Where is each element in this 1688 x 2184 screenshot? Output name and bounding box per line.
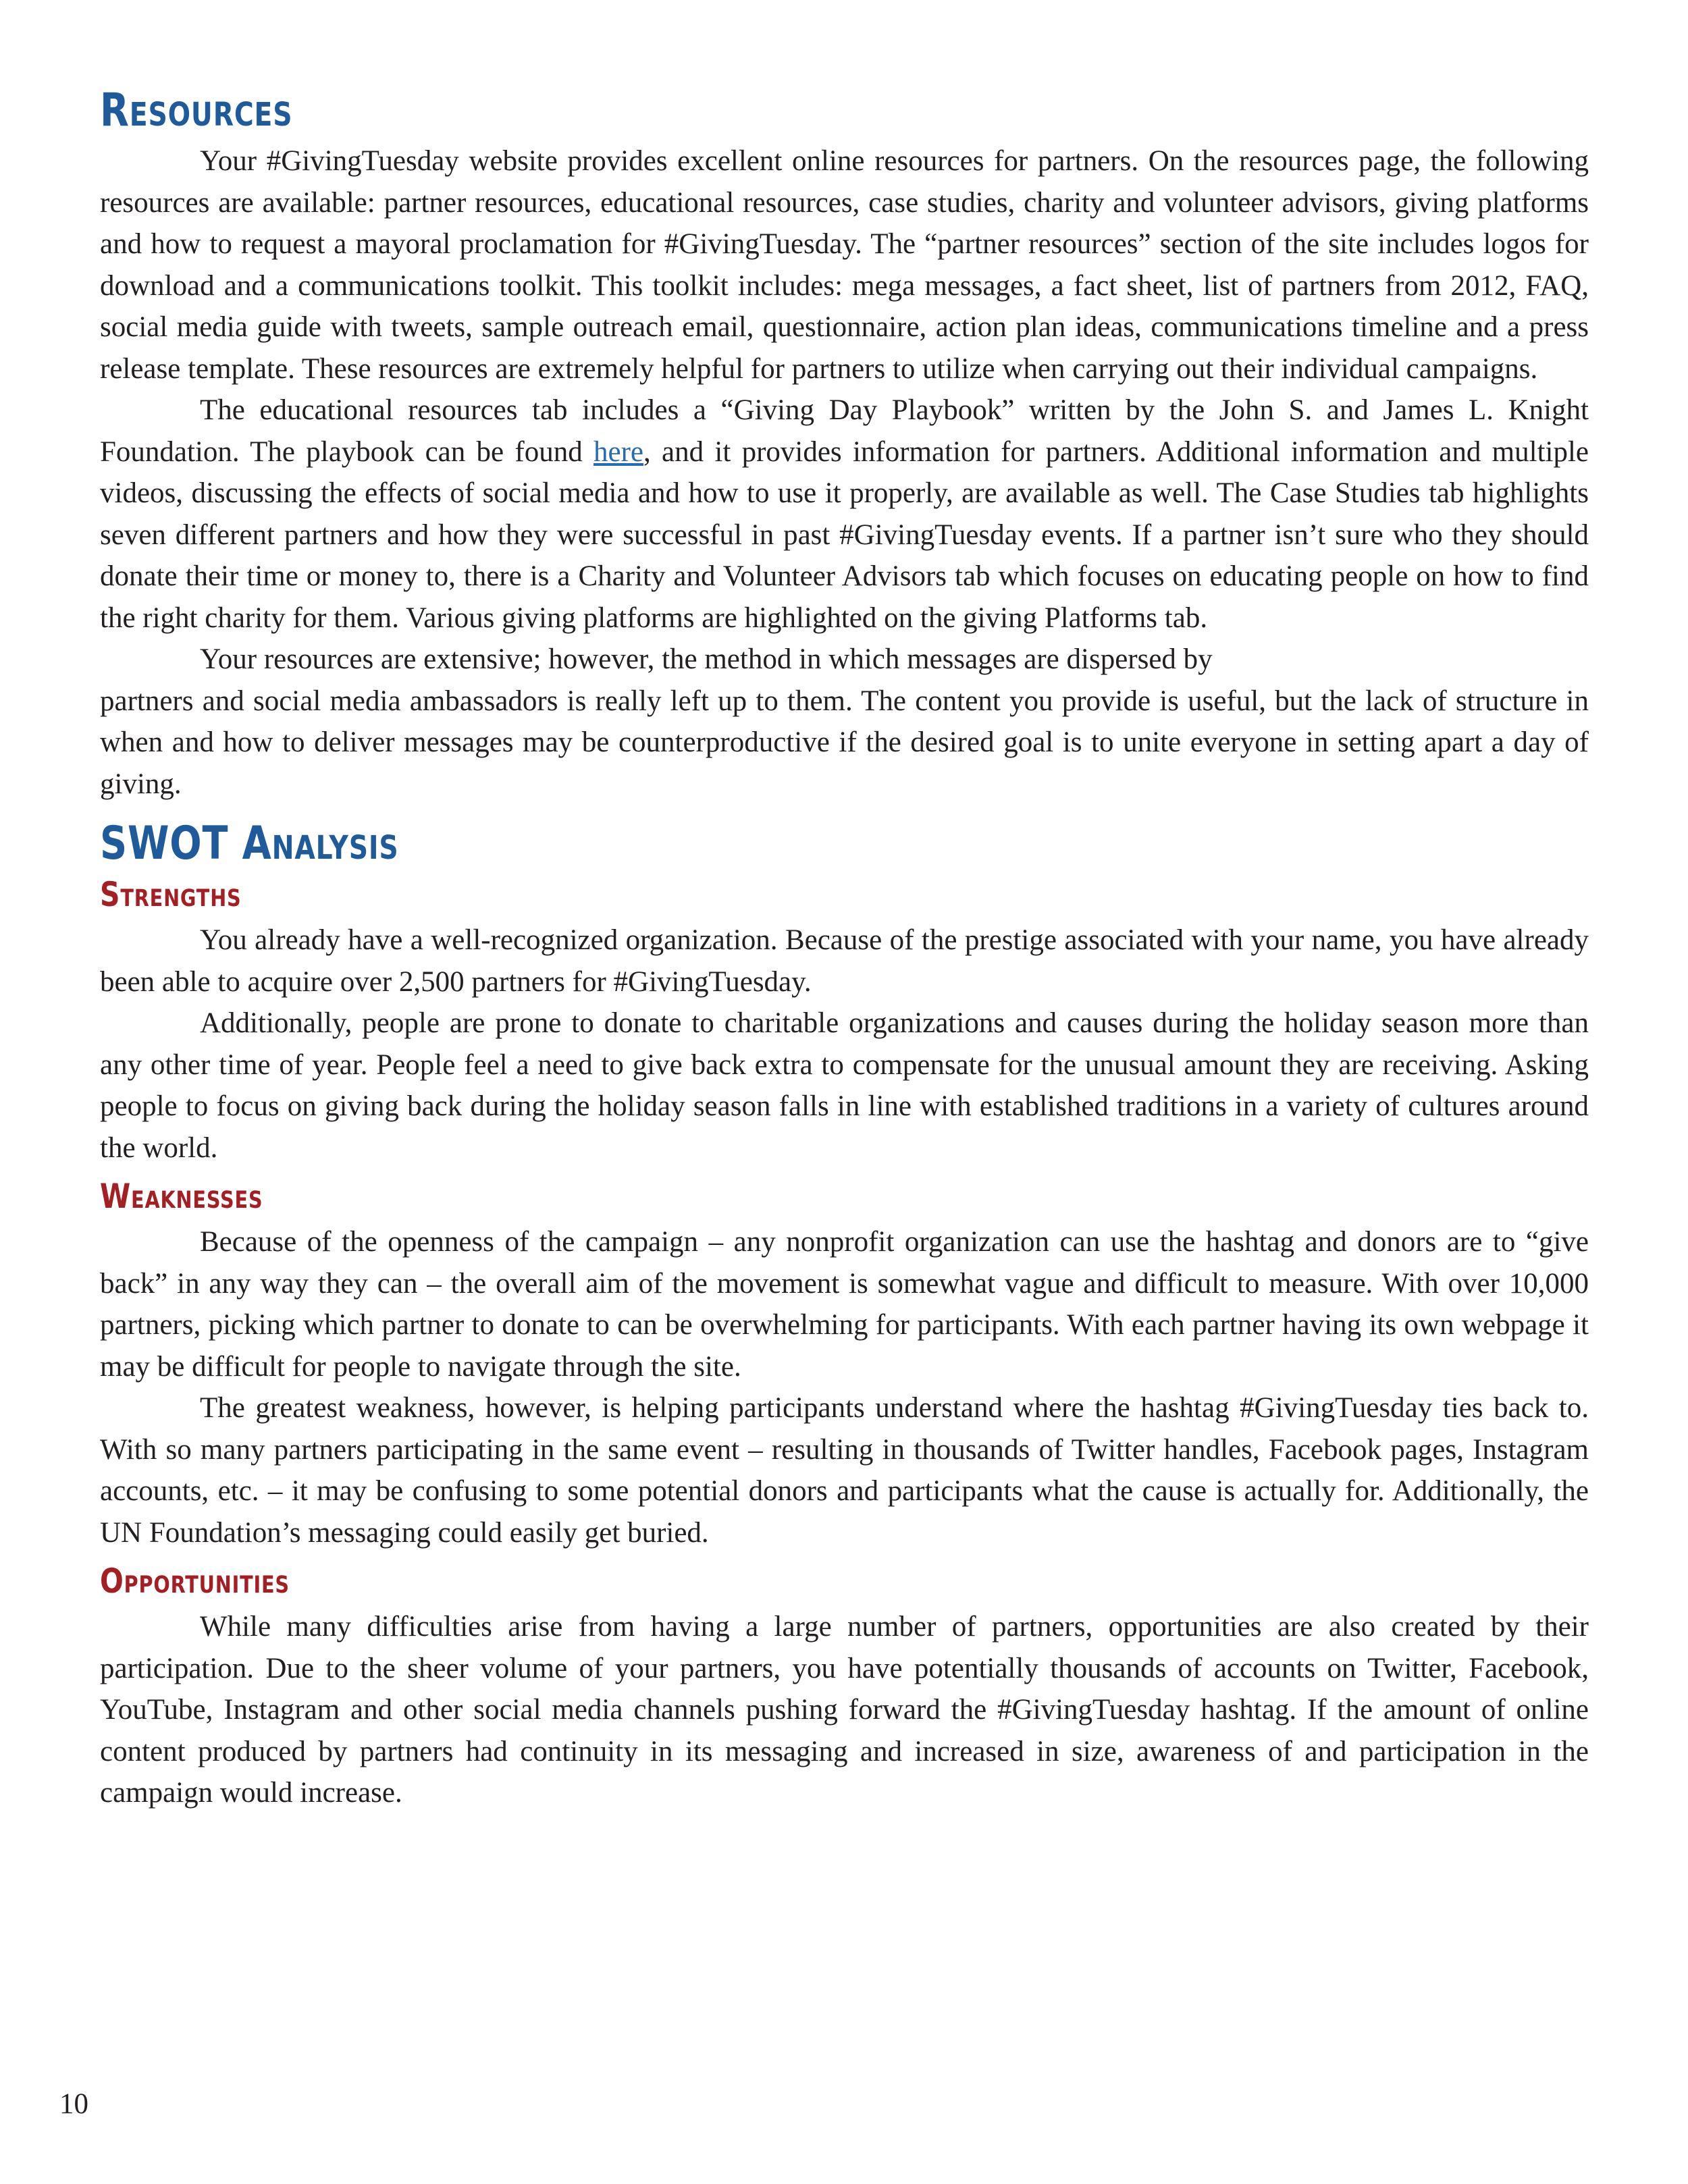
resources-paragraph-3-rest: partners and social media ambassadors is really left up to them. The content you provide is useful, but the lack of structure in when and how to deliver messages may be counterproductive if the desired goal is to unite everyone in setting apart a day of giving. <box>100 685 1589 800</box>
resources-paragraph-2-start: The educational resources tab includes a “Giving Day Playbook” written by the John S. and James L. Knight Foundation. The playbook can be found <box>100 394 1589 468</box>
weaknesses-heading: Weaknesses <box>100 1177 263 1216</box>
resources-paragraph-2 <box>100 390 1589 639</box>
swot-analysis-heading: SWOT Analysis <box>100 817 399 870</box>
page-number: 10 <box>59 2088 88 2120</box>
opportunities-heading: Opportunities <box>100 1562 290 1601</box>
strengths-paragraph-1: You already have a well-recognized organization. Because of the prestige associated with your name, you have already been able to acquire over 2,500 partners for #GivingTuesday. <box>100 924 1589 998</box>
strengths-heading: Strengths <box>100 875 242 914</box>
resources-paragraph-2-end: , and it provides information for partners. Additional information and multiple videos, discussing the effects of social media and how to use it properly, are available as well. The Case Studies tab highlights seven different partners and how they were successful in past #GivingTuesday events. If a partner isn’t sure who they should donate their time or money to, there is a Charity and Volunteer Advisors tab which focuses on educating people on how to find the right charity for them. Various giving platforms are highlighted on the giving Platforms tab. <box>100 435 1589 634</box>
weaknesses-paragraph-2: The greatest weakness, however, is helping participants understand where the hashtag #GivingTuesday ties back to. With so many partners participating in the same event – resulting in thousands of Twitter handles, Facebook pages, Instagram accounts, etc. – it may be confusing to some potential donors and participants what the cause is actually for. Additionally, the UN Foundation’s messaging could easily get buried. <box>100 1392 1589 1549</box>
resources-paragraph-3-line-1: Your resources are extensive; however, the method in which messages are dispersed by <box>200 643 1213 675</box>
strengths-paragraph-2: Additionally, people are prone to donate to charitable organizations and causes during the holiday season more than any other time of year. People feel a need to give back extra to compensate for the unusual amount they are receiving. Asking people to focus on giving back during the holiday season falls in line with established traditions in a variety of cultures around the world. <box>100 1007 1589 1164</box>
resources-paragraph-1: Your #GivingTuesday website provides excellent online resources for partners. On the resources page, the following resources are available: partner resources, educational resources, case studies, charity and volunteer advisors, giving platforms and how to request a mayoral proclamation for #GivingTuesday. The “partner resources” section of the site includes logos for download and a communications toolkit. This toolkit includes: mega messages, a fact sheet, list of partners from 2012, FAQ, social media guide with tweets, sample outreach email, questionnaire, action plan ideas, communications timeline and a press release template. These resources are extremely helpful for partners to utilize when carrying out their individual campaigns. <box>100 145 1589 385</box>
resources-heading: Resources <box>100 84 293 137</box>
playbook-here-link[interactable]: here <box>594 435 644 468</box>
weaknesses-paragraph-1: Because of the openness of the campaign – any nonprofit organization can use the hashtag and donors are to “give back” in any way they can – the overall aim of the movement is somewhat vague and difficult to measure. With over 10,000 partners, picking which partner to donate to can be overwhelming for participants. With each partner having its own webpage it may be difficult for people to navigate through the site. <box>100 1226 1589 1383</box>
document-page <box>100 84 1589 1814</box>
opportunities-paragraph-1: While many difficulties arise from having a large number of partners, opportunities are also created by their participation. Due to the sheer volume of your partners, you have potentially thousands of accounts on Twitter, Facebook, YouTube, Instagram and other social media channels pushing forward the #GivingTuesday hashtag. If the amount of online content produced by partners had continuity in its messaging and increased in size, awareness of and participation in the campaign would increase. <box>100 1611 1589 1809</box>
